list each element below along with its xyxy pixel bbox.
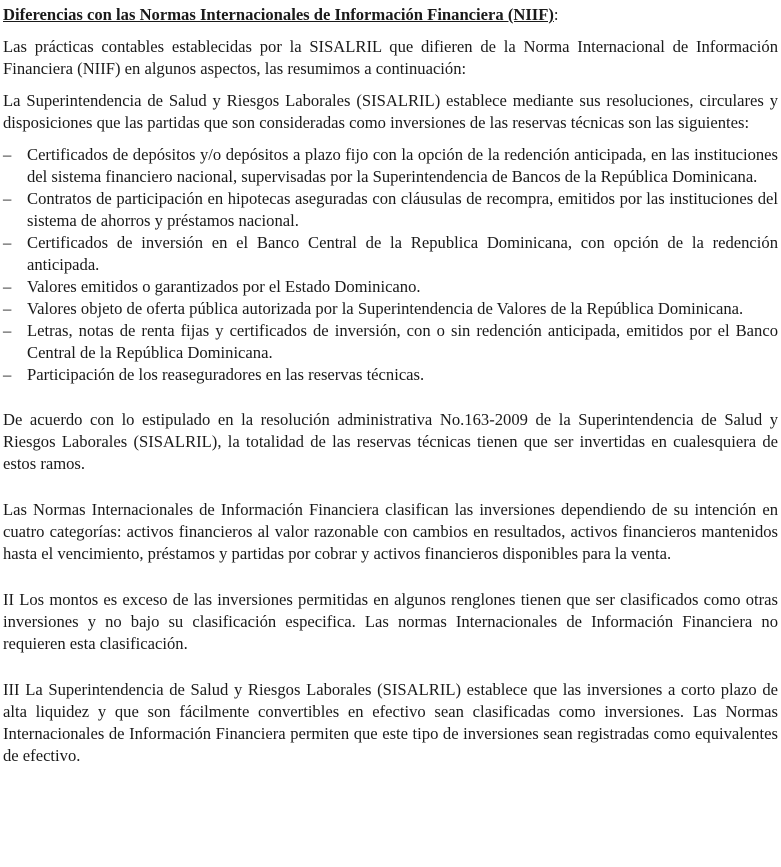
list-item bbox=[3, 320, 778, 364]
list-item bbox=[3, 232, 778, 276]
resolution-paragraph: De acuerdo con lo estipulado en la resolución administrativa No.163-2009 de la Superintendencia de Salud y Riesgos Laborales (SISALRIL), la totalidad de las reservas técnicas tienen que ser invertidas en cualesquiera de estos ramos. bbox=[3, 410, 778, 473]
list-item bbox=[3, 188, 778, 232]
section-heading bbox=[3, 4, 778, 26]
bullet-dash: – bbox=[3, 299, 12, 318]
list-item-text: Valores emitidos o garantizados por el Estado Dominicano. bbox=[27, 277, 421, 296]
bullet-dash: – bbox=[3, 277, 12, 296]
list-item-text: Certificados de depósitos y/o depósitos a plazo fijo con la opción de la redención anticipada, en las instituciones del sistema financiero nacional, supervisadas por la Superintendencia de Bancos de la República Dominicana. bbox=[27, 145, 778, 186]
sisalril-paragraph: La Superintendencia de Salud y Riesgos Laborales (SISALRIL) establece mediante sus resoluciones, circulares y disposiciones que las partidas que son consideradas como inversiones de las reservas técnicas son las siguientes: bbox=[3, 91, 778, 132]
bullet-dash: – bbox=[3, 321, 12, 340]
list-item-text: Contratos de participación en hipotecas aseguradas con cláusulas de recompra, emitidos por las instituciones del sistema de ahorros y préstamos nacional. bbox=[27, 189, 778, 230]
short-term-investments-paragraph: III La Superintendencia de Salud y Riesgos Laborales (SISALRIL) establece que las inversiones a corto plazo de alta liquidez y que son fácilmente convertibles en efectivo sean clasificadas como inversiones. Las Normas Internacionales de Información Financiera permiten que este tipo de inversiones sean registradas como equivalentes de efectivo. bbox=[3, 680, 778, 765]
investment-list bbox=[3, 144, 778, 386]
list-item bbox=[3, 298, 778, 320]
bullet-dash: – bbox=[3, 365, 12, 384]
intro-paragraph: Las prácticas contables establecidas por la SISALRIL que difieren de la Norma Internacional de Información Financiera (NIIF) en algunos aspectos, las resumimos a continuación: bbox=[3, 37, 778, 78]
list-item-text: Valores objeto de oferta pública autorizada por la Superintendencia de Valores de la República Dominicana. bbox=[27, 299, 744, 318]
list-item-text: Participación de los reaseguradores en las reservas técnicas. bbox=[27, 365, 425, 384]
list-item bbox=[3, 276, 778, 298]
section-title: Diferencias con las Normas Internacionales de Información Financiera (NIIF) bbox=[3, 5, 554, 24]
list-item-text: Certificados de inversión en el Banco Central de la Republica Dominicana, con opción de la redención anticipada. bbox=[27, 233, 778, 274]
excess-investments-paragraph: II Los montos es exceso de las inversiones permitidas en algunos renglones tienen que ser clasificados como otras inversiones y no bajo su clasificación especifica. Las normas Internacionales de Información Financiera no requieren esta clasificación. bbox=[3, 590, 778, 653]
list-item bbox=[3, 144, 778, 188]
niif-classification-paragraph: Las Normas Internacionales de Información Financiera clasifican las inversiones dependiendo de su intención en cuatro categorías: activos financieros al valor razonable con cambios en resultados, activos financieros mantenidos hasta el vencimiento, préstamos y partidas por cobrar y activos financieros disponibles para la venta. bbox=[3, 500, 778, 563]
section-title-colon: : bbox=[553, 5, 559, 24]
list-item bbox=[3, 364, 778, 386]
bullet-dash: – bbox=[3, 189, 12, 208]
list-item-text: Letras, notas de renta fijas y certificados de inversión, con o sin redención anticipada, emitidos por el Banco Central de la República Dominicana. bbox=[27, 321, 778, 362]
bullet-dash: – bbox=[3, 233, 12, 252]
bullet-dash: – bbox=[3, 145, 12, 164]
